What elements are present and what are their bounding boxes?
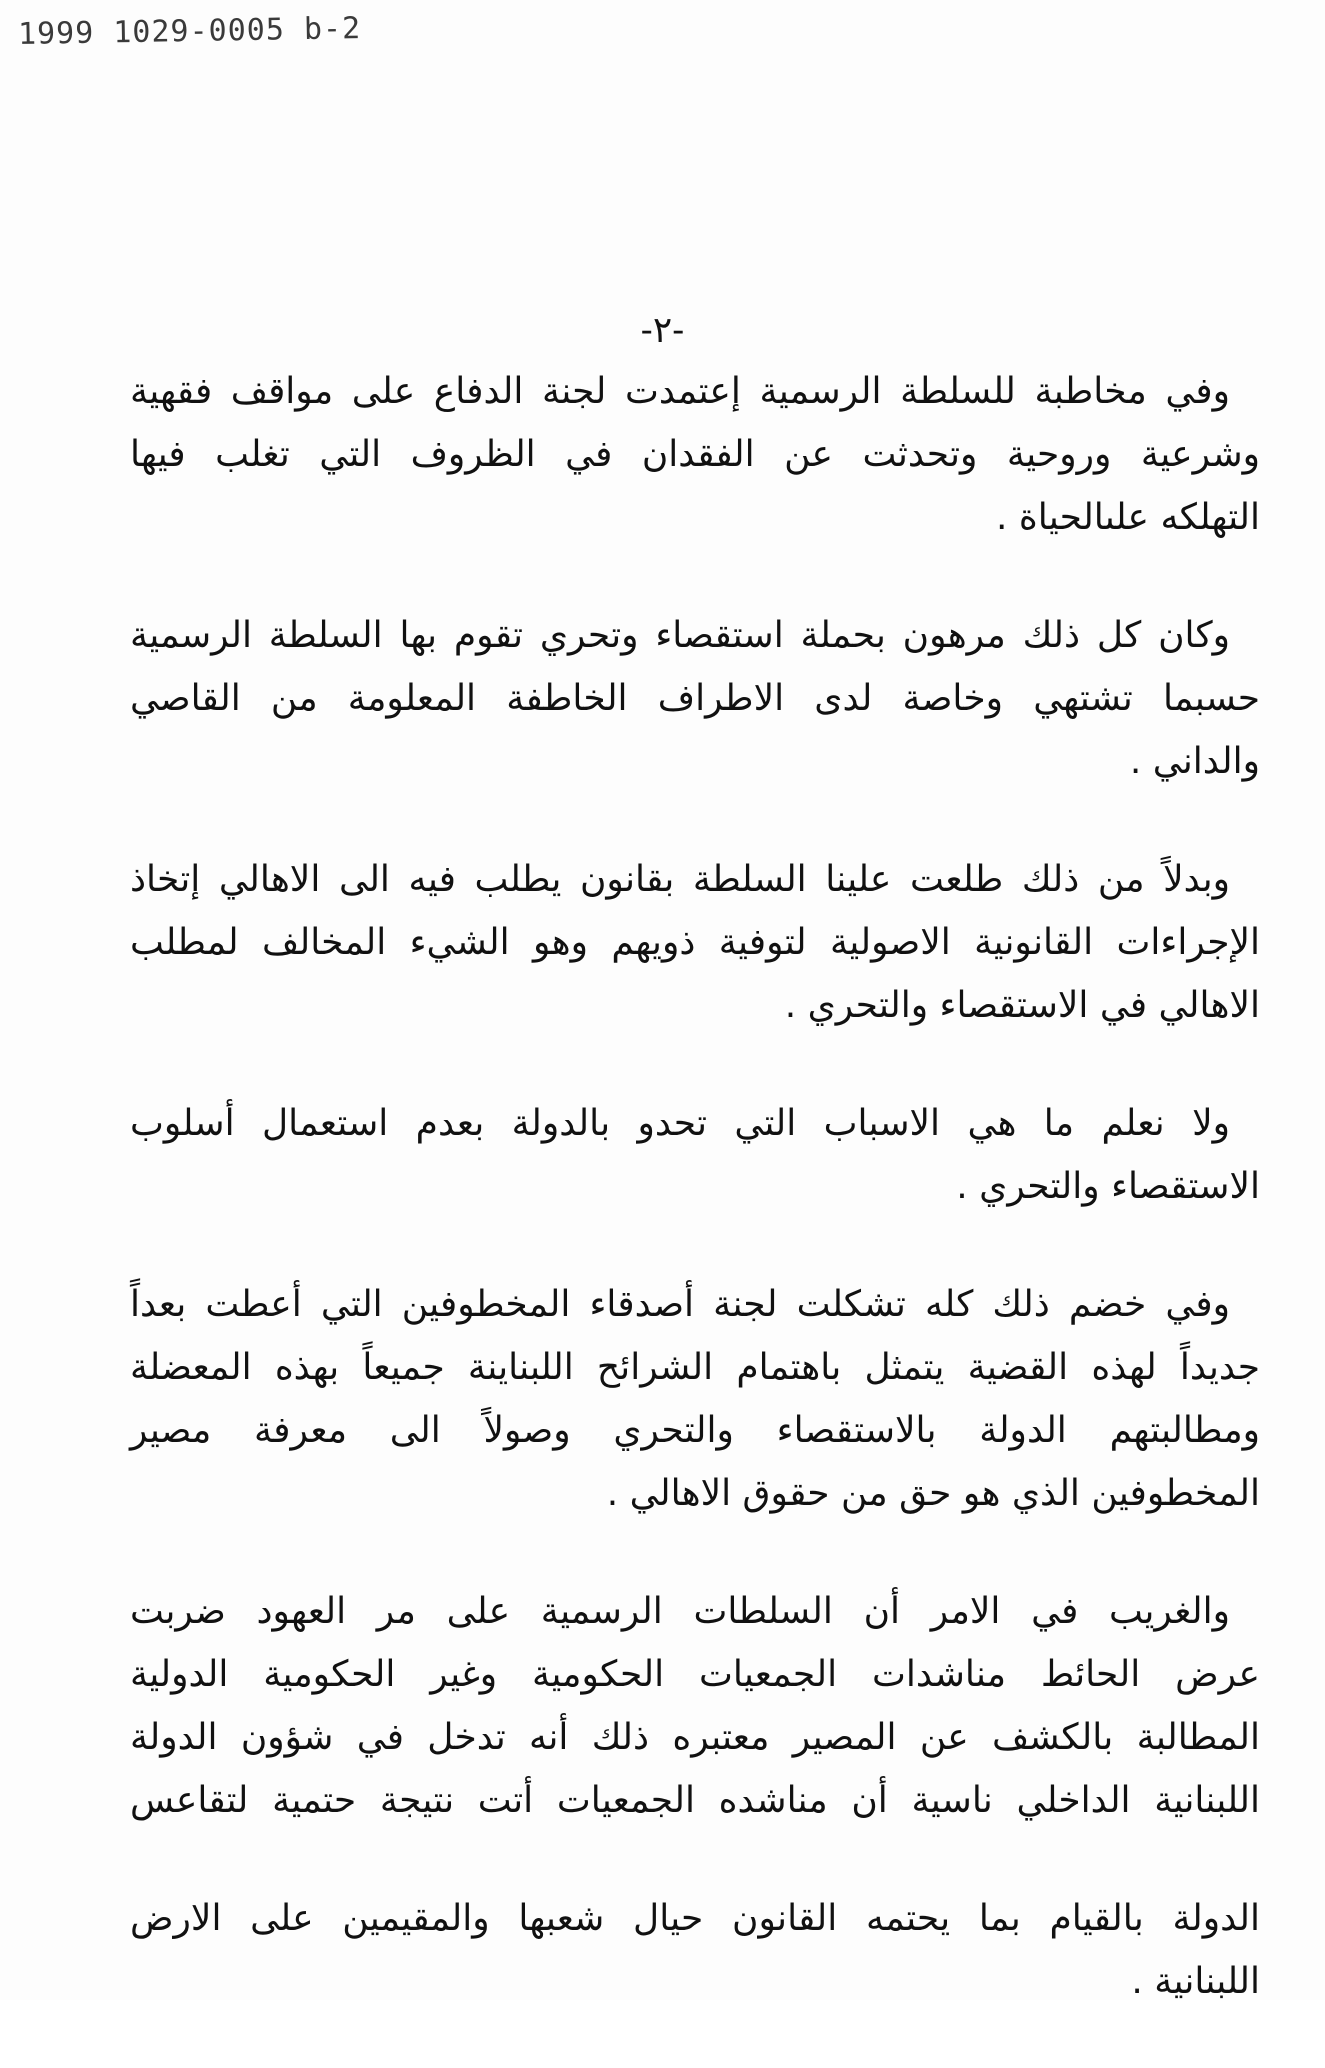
text-line: والغريب في الامر أن السلطات الرسمية على مر العهود ضربت (130, 1591, 1230, 1632)
text-line: والداني . (1129, 741, 1260, 782)
text-line: وكان كل ذلك مرهون بحملة استقصاء وتحري تقوم بها السلطة الرسمية (130, 615, 1230, 656)
text-line: الاستقصاء والتحري . (956, 1166, 1260, 1207)
text-line: الإجراءات القانونية الاصولية لتوفية ذويهم وهو الشيء المخالف لمطلب (130, 922, 1260, 963)
text-line: المخطوفين الذي هو حق من حقوق الاهالي . (606, 1473, 1260, 1514)
paragraph-1 (130, 360, 1260, 549)
text-line: وفي خضم ذلك كله تشكلت لجنة أصدقاء المخطوفين التي أعطت بعداً (130, 1284, 1230, 1325)
text-line: ولا نعلم ما هي الاسباب التي تحدو بالدولة بعدم استعمال أسلوب (130, 1103, 1230, 1144)
paragraph-5 (130, 1273, 1260, 1525)
text-line: وفي مخاطبة للسلطة الرسمية إعتمدت لجنة الدفاع على مواقف فقهية (130, 371, 1230, 412)
document-body (130, 360, 1260, 2068)
text-line: وشرعية وروحية وتحدثت عن الفقدان في الظروف التي تغلب فيها (130, 434, 1260, 475)
text-line: جديداً لهذه القضية يتمثل باهتمام الشرائح اللبناينة جميعاً بهذه المعضلة (130, 1347, 1260, 1388)
paragraph-6 (130, 1580, 1260, 1832)
text-line: الاهالي في الاستقصاء والتحري . (784, 985, 1260, 1026)
archive-reference-number: 1999 1029-0005 b-2 (17, 11, 362, 52)
text-line: اللبنانية . (1131, 1961, 1260, 2002)
paragraph-2 (130, 604, 1260, 793)
text-line: عرض الحائط مناشدات الجمعيات الحكومية وغير الحكومية الدولية (130, 1654, 1260, 1695)
paragraph-7 (130, 1887, 1260, 2013)
text-line: حسبما تشتهي وخاصة لدى الاطراف الخاطفة المعلومة من القاصي (130, 678, 1260, 719)
paragraph-3 (130, 848, 1260, 1037)
page-number: -٢- (640, 310, 685, 351)
text-line: المطالبة بالكشف عن المصير معتبره ذلك أنه تدخل في شؤون الدولة (130, 1717, 1260, 1758)
text-line: التهلكه علىالحياة . (996, 497, 1260, 538)
text-line: وبدلاً من ذلك طلعت علينا السلطة بقانون يطلب فيه الى الاهالي إتخاذ (130, 859, 1230, 900)
text-line: ومطالبتهم الدولة بالاستقصاء والتحري وصولاً الى معرفة مصير (130, 1410, 1260, 1451)
text-line: اللبنانية الداخلي ناسية أن مناشده الجمعيات أتت نتيجة حتمية لتقاعس (130, 1780, 1260, 1821)
text-line: الدولة بالقيام بما يحتمه القانون حيال شعبها والمقيمين على الارض (130, 1898, 1260, 1939)
paragraph-4 (130, 1092, 1260, 1218)
